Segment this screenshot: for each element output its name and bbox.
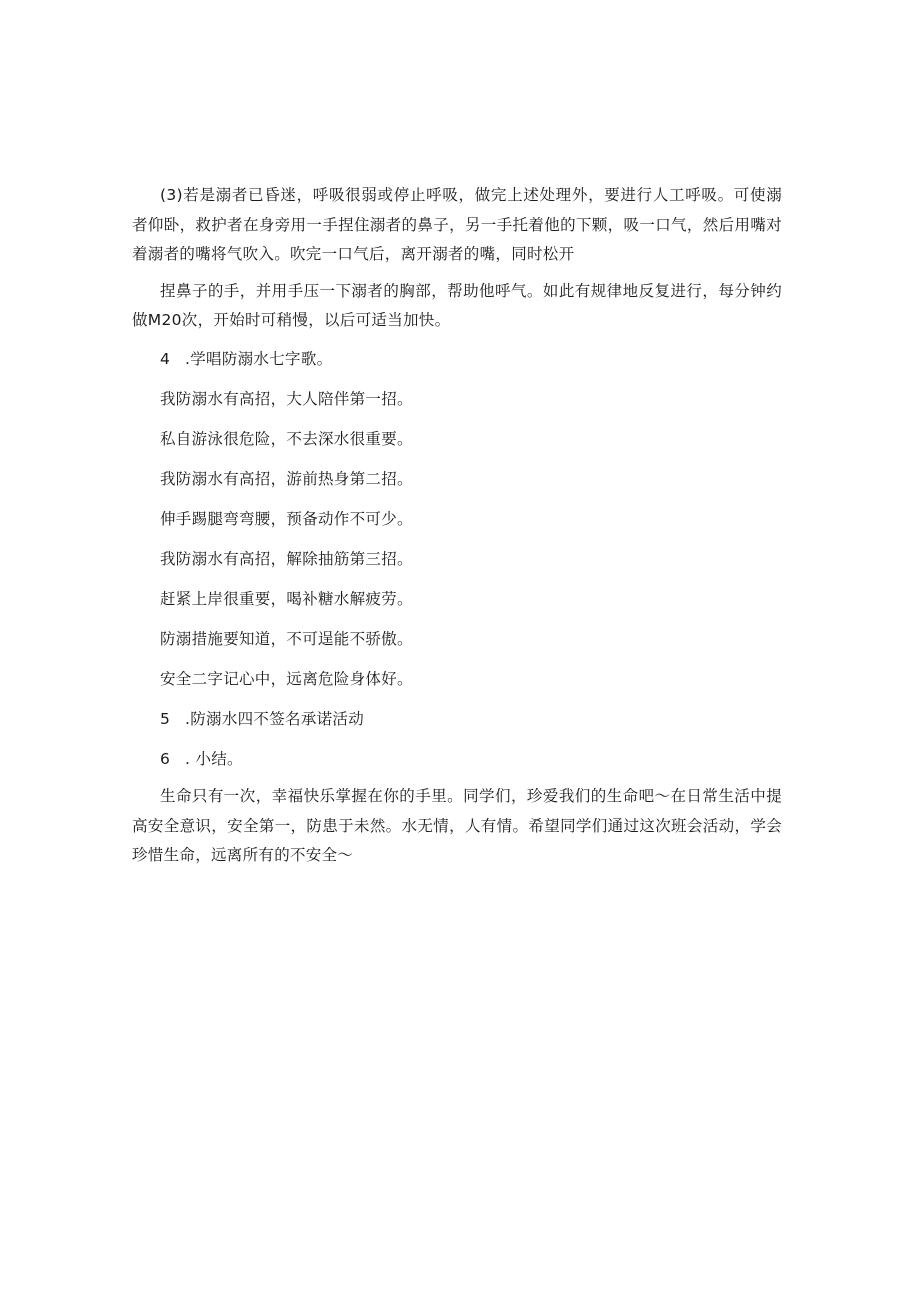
song-line: 我防溺水有高招，大人陪伴第一招。 [160, 389, 413, 408]
song-line: 私自游泳很危险，不去深水很重要。 [160, 429, 413, 448]
list-item-6 [132, 745, 782, 775]
paragraph-artificial-respiration: (3)若是溺者已昏迷，呼吸很弱或停止呼吸，做完上述处理外，要进行人工呼吸。可使溺者仰卧，救护者在身旁用一手捏住溺者的鼻子，另一手托着他的下颗，吸一口气，然后用嘴对着溺者的嘴将气吹入。吹完一口气后，离开溺者的嘴，同时松开 [132, 186, 782, 263]
document-body [132, 181, 782, 871]
list-number: 5 [160, 709, 171, 728]
list-item-text: .学唱防溺水七字歌。 [185, 349, 333, 368]
song-line: 防溺措施要知道，不可逞能不骄傲。 [160, 629, 413, 648]
song-line: 安全二字记心中，远离危险身体好。 [160, 669, 413, 688]
list-item-text: . 小结。 [185, 749, 243, 768]
list-number: 6 [160, 749, 171, 768]
paragraph-respiration-continued: 捏鼻子的手，并用手压一下溺者的胸部，帮助他呼气。如此有规律地反复进行，每分钟约做M20次，开始时可稍慢，以后可适当加快。 [132, 281, 782, 329]
song-line: 赶紧上岸很重要，喝补糖水解疲劳。 [160, 589, 413, 608]
list-item-text: .防溺水四不签名承诺活动 [185, 709, 365, 728]
list-item-5 [132, 705, 782, 735]
song-line: 我防溺水有高招，解除抽筋第三招。 [160, 549, 413, 568]
paragraph-summary: 生命只有一次，幸福快乐掌握在你的手里。同学们，珍爱我们的生命吧～在日常生活中提高安全意识，安全第一，防患于未然。水无情，人有情。希望同学们通过这次班会活动，学会珍惜生命，远离所有的不安全～ [132, 787, 782, 864]
song-line: 我防溺水有高招，游前热身第二招。 [160, 469, 413, 488]
list-item-4 [132, 345, 782, 375]
song-line: 伸手踢腿弯弯腰，预备动作不可少。 [160, 509, 413, 528]
list-number: 4 [160, 349, 171, 368]
